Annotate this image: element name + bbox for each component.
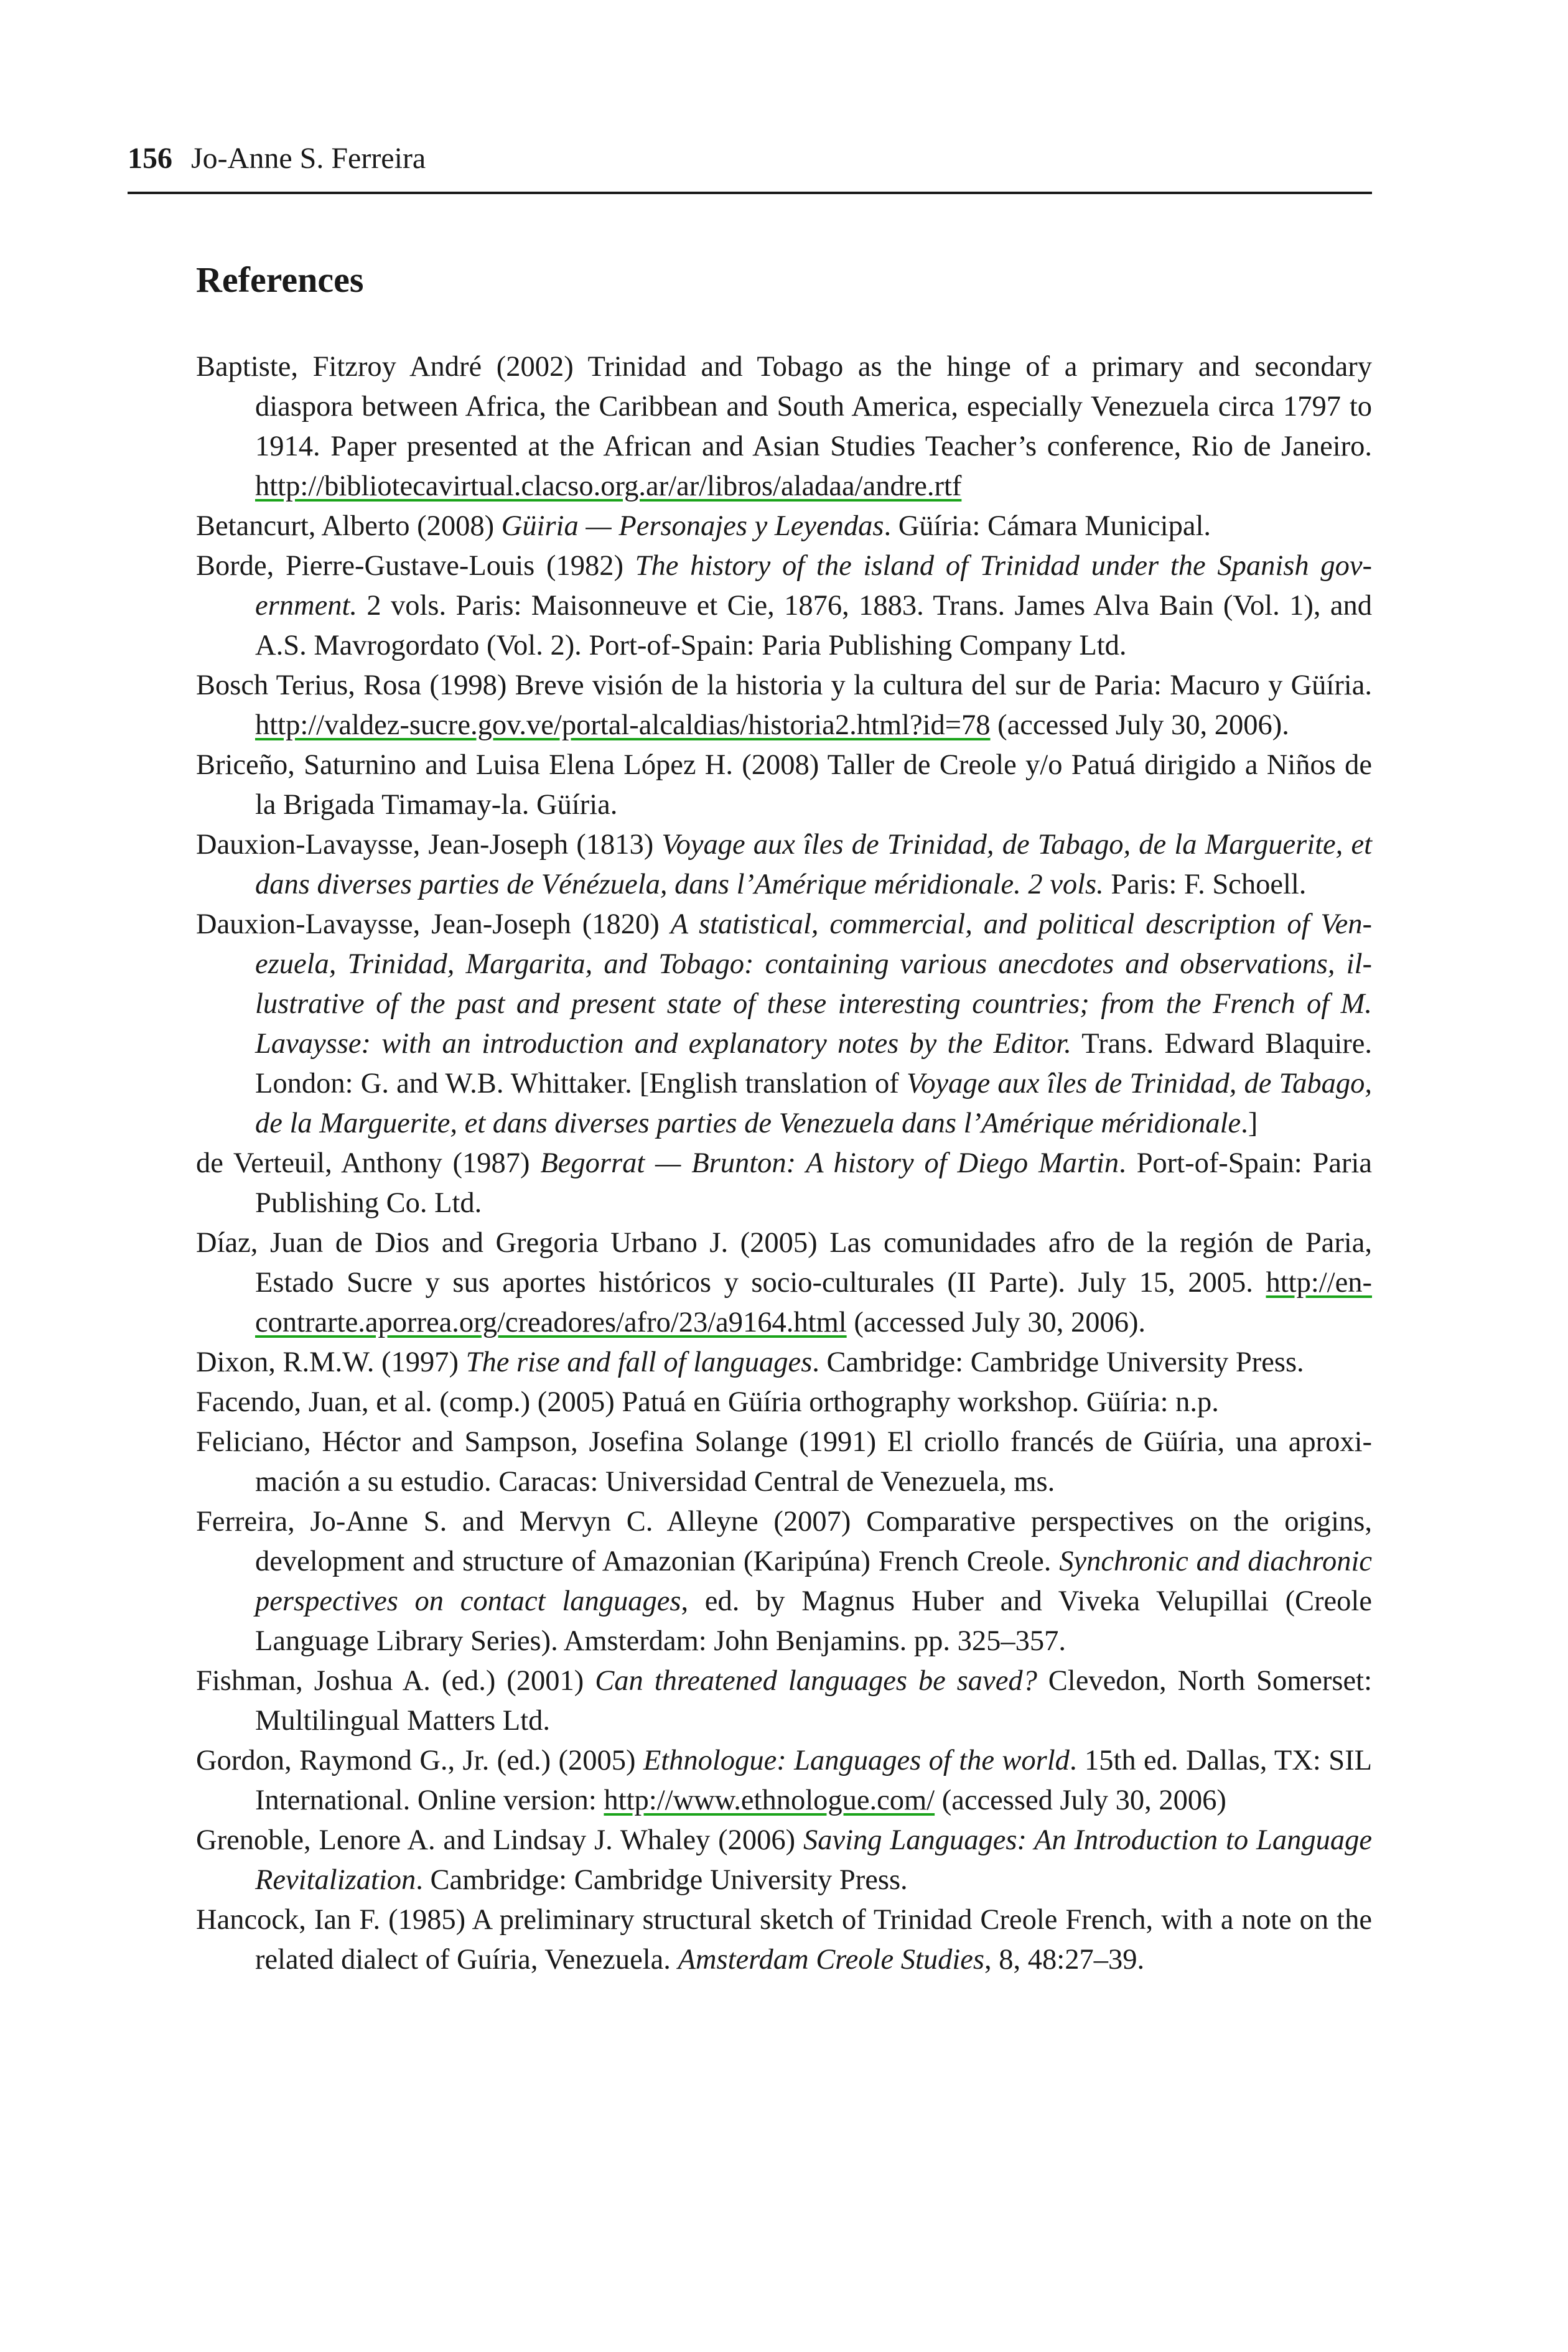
running-head-author: Jo-Anne S. Ferreira bbox=[191, 142, 426, 175]
reference-text: Hancock, Ian F. (1985) A preliminary structural sketch of Trinidad Creole French, with a note on the related dialect of Guíria, Venezuela. bbox=[196, 1904, 1372, 1976]
reference-entry bbox=[196, 546, 1372, 666]
reference-link[interactable]: http://encontrarte.aporrea.org/creadores/afro/23/a9164.html bbox=[255, 1267, 1372, 1338]
reference-title: Amsterdam Creole Studies bbox=[678, 1944, 985, 1976]
page-number: 156 bbox=[128, 142, 172, 175]
reference-text: . Cambridge: Cambridge University Press. bbox=[812, 1346, 1304, 1378]
reference-text: (accessed July 30, 2006). bbox=[990, 709, 1289, 741]
reference-entry bbox=[196, 1661, 1372, 1741]
reference-text: Bosch Terius, Rosa (1998) Breve visión de la historia y la cultura del sur de Paria: Macuro y Güíria. bbox=[196, 670, 1372, 701]
running-head bbox=[128, 140, 1372, 177]
reference-text: Paris: F. Schoell. bbox=[1103, 869, 1307, 900]
reference-text: , ed. by Magnus Huber and Viveka Velupillai (Creole Language Library Series). Amsterdam: John Benjamins. pp. 325–357. bbox=[255, 1585, 1372, 1657]
reference-text: Feliciano, Héctor and Sampson, Josefina Solange (1991) El criollo francés de Güíria, una aproximación a su estudio. Caracas: Universidad Central de Venezuela, ms. bbox=[196, 1426, 1372, 1498]
reference-entry bbox=[196, 1502, 1372, 1661]
reference-text: Briceño, Saturnino and Luisa Elena López H. (2008) Taller de Creole y/o Patuá dirigido a Niños de la Brigada Timamay-la. Güíria. bbox=[196, 749, 1372, 821]
reference-entry bbox=[196, 666, 1372, 745]
reference-text: , 8, 48:27–39. bbox=[984, 1944, 1145, 1976]
reference-entry bbox=[196, 1223, 1372, 1343]
reference-text: Facendo, Juan, et al. (comp.) (2005) Patuá en Güíria orthography workshop. Güíria: n.p. bbox=[196, 1386, 1219, 1418]
reference-text: Trans. Edward Blaquire. London: G. and W.B. Whittaker. [English translation of bbox=[255, 1028, 1372, 1099]
reference-text: (accessed July 30, 2006) bbox=[935, 1785, 1226, 1816]
reference-text: Fishman, Joshua A. (ed.) (2001) bbox=[196, 1665, 595, 1697]
reference-entry bbox=[196, 1900, 1372, 1980]
reference-title: The rise and fall of languages bbox=[465, 1346, 813, 1378]
reference-entry bbox=[196, 347, 1372, 506]
reference-text: Borde, Pierre-Gustave-Louis (1982) bbox=[196, 550, 635, 582]
reference-entry bbox=[196, 1821, 1372, 1900]
reference-title: A statistical, commercial, and political description of Venezuela, Trinidad, Margarita, and Tobago: containing various anecdotes and observations, illustrative of the past and present state of these interesting countries; from the French of M. Lavaysse: with an introduction and explanatory notes by the Editor. bbox=[255, 908, 1373, 1060]
reference-text: Betancurt, Alberto (2008) bbox=[196, 510, 502, 542]
reference-text: Dauxion-Lavaysse, Jean-Joseph (1820) bbox=[196, 908, 671, 940]
reference-title: Can threatened languages be saved? bbox=[595, 1665, 1037, 1697]
reference-entry bbox=[196, 825, 1372, 905]
reference-text: . 15th ed. Dallas, TX: SIL International. Online version: bbox=[255, 1745, 1372, 1816]
reference-entry bbox=[196, 1741, 1372, 1821]
reference-text: (accessed July 30, 2006). bbox=[846, 1307, 1146, 1338]
reference-title: Ethnologue: Languages of the world bbox=[643, 1745, 1070, 1776]
reference-text: . Cambridge: Cambridge University Press. bbox=[416, 1864, 908, 1896]
header-rule bbox=[128, 192, 1372, 194]
reference-text: Baptiste, Fitzroy André (2002) Trinidad and Tobago as the hinge of a primary and secondary diaspora between Africa, the Caribbean and South America, especially Venezuela circa 1797 to 1914. Paper presented at the African and Asian Studies Teacher’s conference, Rio de Janeiro. bbox=[196, 351, 1372, 462]
reference-text: Gordon, Raymond G., Jr. (ed.) (2005) bbox=[196, 1745, 643, 1776]
reference-title: Voyage aux îles de Trinidad, de Tabago, de la Marguerite, et dans diverses parties de Vénézuela, dans l’Amérique méridionale. 2 vols. bbox=[255, 829, 1372, 900]
reference-entry bbox=[196, 1144, 1372, 1223]
reference-entry bbox=[196, 905, 1372, 1144]
reference-entry bbox=[196, 745, 1372, 825]
reference-text: Clevedon, North Somerset: Multilingual Matters Ltd. bbox=[255, 1665, 1372, 1737]
reference-entry bbox=[196, 1343, 1372, 1383]
reference-text: Ferreira, Jo-Anne S. and Mervyn C. Alleyne (2007) Comparative perspectives on the origins, development and structure of Amazonian (Karipúna) French Creole. bbox=[196, 1506, 1372, 1577]
reference-text: Díaz, Juan de Dios and Gregoria Urbano J. (2005) Las comunidades afro de la región de Paria, Estado Sucre y sus aportes históricos y socio-culturales (II Parte). July 15, 2005. bbox=[196, 1227, 1372, 1299]
reference-text: . Güíria: Cámara Municipal. bbox=[884, 510, 1211, 542]
reference-link[interactable]: http://bibliotecavirtual.clacso.org.ar/ar/libros/aladaa/andre.rtf bbox=[255, 470, 962, 502]
reference-entry bbox=[196, 1383, 1372, 1422]
reference-link[interactable]: http://www.ethnologue.com/ bbox=[604, 1785, 935, 1816]
reference-title: Saving Languages: An Introduction to Language Revitalization bbox=[255, 1824, 1373, 1896]
section-title: References bbox=[196, 259, 364, 300]
reference-link[interactable]: http://valdez-sucre.gov.ve/portal-alcaldias/historia2.html?id=78 bbox=[255, 709, 991, 741]
reference-entry bbox=[196, 1422, 1372, 1502]
reference-text: Dauxion-Lavaysse, Jean-Joseph (1813) bbox=[196, 829, 662, 861]
reference-text: Grenoble, Lenore A. and Lindsay J. Whaley (2006) bbox=[196, 1824, 803, 1856]
reference-title: Güiria — Personajes y Leyendas bbox=[501, 510, 884, 542]
reference-title: Begorrat — Brunton: A history of Diego Martin bbox=[540, 1147, 1119, 1179]
reference-entry bbox=[196, 506, 1372, 546]
reference-list bbox=[196, 347, 1372, 1980]
reference-text: de Verteuil, Anthony (1987) bbox=[196, 1147, 541, 1179]
reference-text: 2 vols. Paris: Maisonneuve et Cie, 1876, 1883. Trans. James Alva Bain (Vol. 1), and A.S. Mavrogordato (Vol. 2). Port-of-Spain: Paria Publishing Company Ltd. bbox=[255, 590, 1372, 661]
reference-text: .] bbox=[1241, 1108, 1258, 1139]
reference-text: Dixon, R.M.W. (1997) bbox=[196, 1346, 466, 1378]
reference-text: . Port-of-Spain: Paria Publishing Co. Ltd. bbox=[255, 1147, 1372, 1219]
reference-title: Synchronic and diachronic perspectives on contact languages bbox=[255, 1546, 1372, 1617]
reference-title: The history of the island of Trinidad under the Spanish government. bbox=[255, 550, 1372, 622]
reference-title: Voyage aux îles de Trinidad, de Tabago, de la Marguerite, et dans diverses parties de Venezuela dans l’Amérique méridionale bbox=[255, 1068, 1372, 1139]
